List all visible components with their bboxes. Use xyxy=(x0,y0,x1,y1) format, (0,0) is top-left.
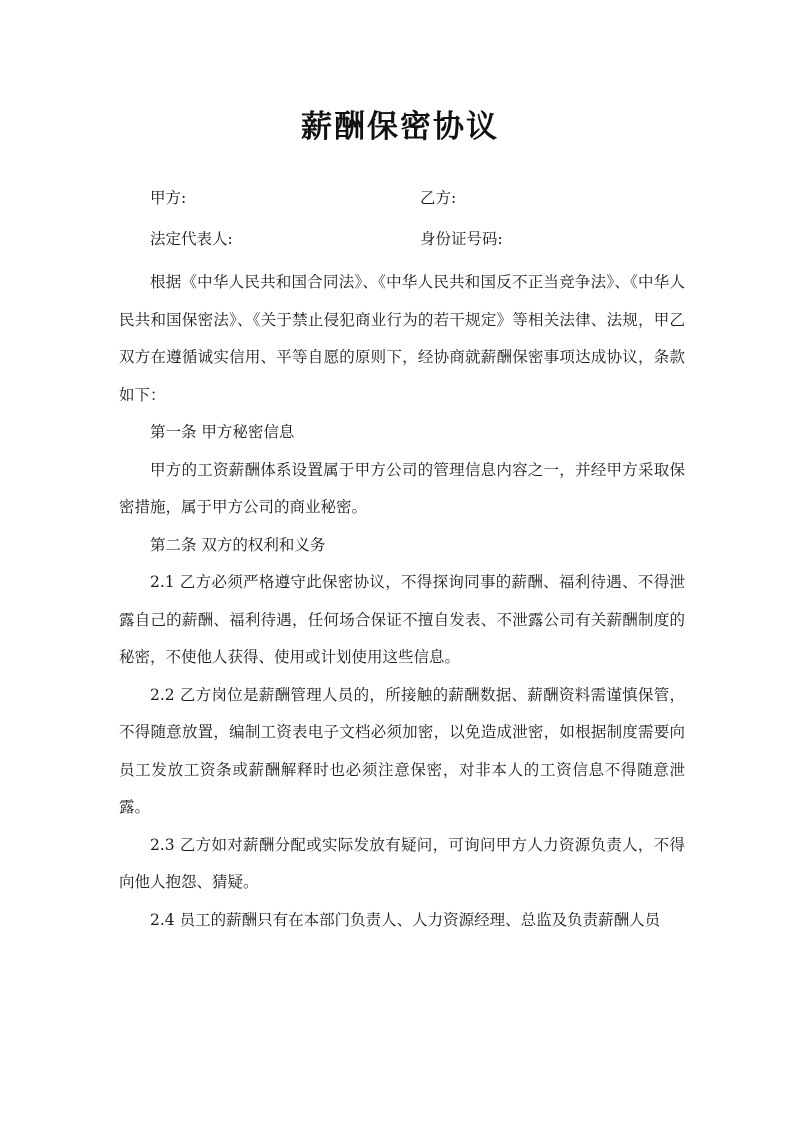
legal-representative-label: 法定代表人: xyxy=(150,230,233,248)
document-title: 薪酬保密协议 xyxy=(301,109,499,145)
agreement-body xyxy=(119,264,685,939)
party-a-label: 甲方: xyxy=(150,189,187,207)
article-1-heading: 第一条 甲方秘密信息 xyxy=(150,423,295,441)
article-2-heading: 第二条 双方的权利和义务 xyxy=(150,535,326,554)
id-number-label: 身份证号码: xyxy=(420,230,503,248)
preamble-paragraph: 根据《中华人民共和国合同法》、《中华人民共和国反不正当竞争法》、《中华人民共和国保密法》、《关于禁止侵犯商业行为的若干规定》等相关法律、法规，甲乙双方在遵循诚实信用、平等自愿的原则下，经协商就薪酬保密事项达成协议，条款如下： xyxy=(119,273,685,404)
clause-2-3-paragraph: 2.3 乙方如对薪酬分配或实际发放有疑问，可询问甲方人力资源负责人，不得向他人抱怨、猜疑。 xyxy=(119,835,685,891)
clause-2-4-paragraph: 2.4 员工的薪酬只有在本部门负责人、人力资源经理、总监及负责薪酬人员 xyxy=(150,910,661,929)
clause-2-1-paragraph: 2.1 乙方必须严格遵守此保密协议，不得探询同事的薪酬、福利待遇、不得泄露自己的薪酬、福利待遇，任何场合保证不擅自发表、不泄露公司有关薪酬制度的秘密，不使他人获得、使用或计划使用这些信息。 xyxy=(119,573,685,666)
party-b-label: 乙方: xyxy=(420,189,457,207)
clause-2-2-paragraph: 2.2 乙方岗位是薪酬管理人员的，所接触的薪酬数据、薪酬资料需谨慎保管，不得随意放置，编制工资表电子文档必须加密，以免造成泄密，如根据制度需要向员工发放工资条或薪酬解释时也必须注意保密，对非本人的工资信息不得随意泄露。 xyxy=(119,685,685,816)
article-1-paragraph: 甲方的工资薪酬体系设置属于甲方公司的管理信息内容之一，并经甲方采取保密措施，属于甲方公司的商业秘密。 xyxy=(119,460,685,516)
